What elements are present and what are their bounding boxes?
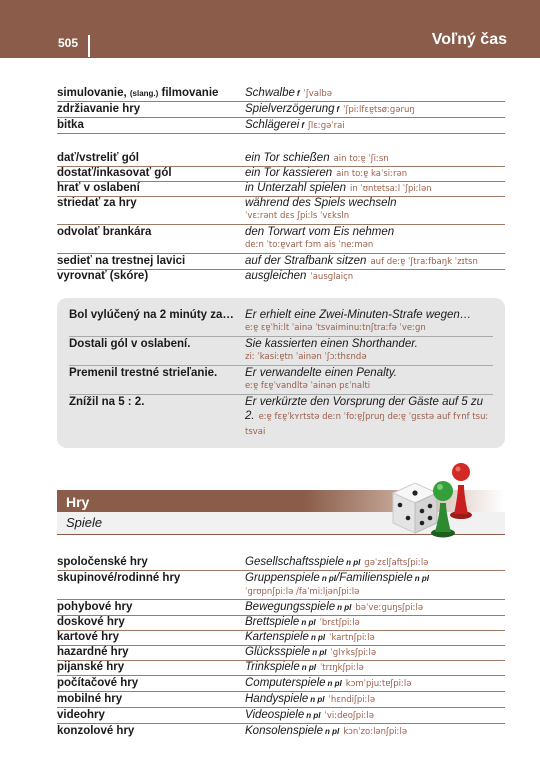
dice-and-pawns-illustration [385, 455, 485, 540]
vocab-row [57, 196, 505, 225]
german-term: auf der Strafbank sitzen auf deːɐ̯ ˈʃtraːfbaŋk ˈzɪtsn [245, 255, 478, 267]
slovak-phrase: Dostali gól v oslabení. [69, 338, 191, 350]
vocab-row [57, 181, 505, 197]
slovak-term: spoločenské hry [57, 556, 148, 568]
vocab-row [57, 571, 505, 600]
slovak-term: striedať za hry [57, 197, 137, 209]
german-term: ein Tor kassieren ain toːɐ̯ kaˈsiːrən [245, 167, 408, 179]
vocab-row [57, 102, 505, 118]
slovak-term: kartové hry [57, 631, 120, 643]
german-phrase: Sie kassierten einen Shorthander. ziː ˈkasiːɐ̯tn ˈainən ˈʃɔːthɛndə [245, 338, 418, 362]
german-term: in Unterzahl spielen in ˈʊntɐtsaːl ˈʃpiːlən [245, 182, 432, 194]
vocab-row [57, 615, 505, 631]
vocab-row [57, 660, 505, 676]
slovak-term: vyrovnať (skóre) [57, 270, 149, 282]
german-term: Handyspiele n pl ˈhɛndiʃpiːlə [245, 693, 376, 705]
phrase-row [69, 366, 493, 395]
vocab-row [57, 630, 505, 646]
slovak-term: zdržiavanie hry [57, 103, 141, 115]
slovak-term: odvolať brankára [57, 226, 152, 238]
slovak-term: simulovanie, (slang.) filmovanie [57, 87, 219, 99]
slovak-term: pijanské hry [57, 661, 125, 673]
slovak-term: pohybové hry [57, 601, 133, 613]
slovak-term: doskové hry [57, 616, 125, 628]
section-title: Hry [66, 494, 90, 510]
slovak-term: videohry [57, 709, 105, 721]
phrase-row [69, 308, 493, 337]
german-term: Bewegungsspiele n pl bəˈveːɡuŋsʃpiːlə [245, 601, 424, 613]
german-term: Computerspiele n pl kɔmˈpjuːtɐʃpiːlə [245, 677, 412, 689]
slovak-term: hrať v oslabení [57, 182, 140, 194]
slovak-term: konzolové hry [57, 725, 135, 737]
vocab-row [57, 708, 505, 724]
slovak-term: sedieť na trestnej lavici [57, 255, 186, 267]
phrase-row [69, 337, 493, 366]
vocab-row [57, 269, 505, 284]
slovak-term: bitka [57, 119, 84, 131]
german-term: den Torwart vom Eis nehmen deːn ˈtoːɐ̯vart fɔm ais ˈneːmən [245, 226, 395, 250]
section-subtitle: Spiele [66, 515, 103, 530]
german-term: ein Tor schießen ain toːɐ̯ ˈʃiːsn [245, 152, 389, 164]
header-divider [88, 35, 90, 57]
slovak-term: počítačové hry [57, 677, 139, 689]
german-term: Spielverzögerung f ˈʃpiːlfɛɐ̯tsøːɡəruŋ [245, 103, 415, 115]
german-term: Schlägerei f ʃlɛːɡəˈrai [245, 119, 345, 131]
slovak-term: dať/vstreliť gól [57, 152, 139, 164]
vocab-row [57, 86, 505, 102]
german-term: Brettspiele n pl ˈbrɛtʃpiːlə [245, 616, 360, 628]
german-term: Gruppenspiele n pl/Familienspiele n pl ˈɡrʊpnʃpiːlə /faˈmiːli̯ənʃpiːlə [245, 572, 429, 597]
german-term: Gesellschaftsspiele n pl ɡəˈzɛlʃaftsʃpiːlə [245, 556, 429, 568]
dice-icon [393, 483, 437, 533]
phrase-row [69, 395, 493, 439]
german-phrase: Er verwandelte einen Penalty. eːɐ̯ fɛɐ̯ˈvandltə ˈainən pɛˈnalti [245, 367, 397, 391]
vocab-row [57, 254, 505, 270]
red-pawn-icon [450, 463, 472, 519]
german-term: Videospiele n pl ˈviːdeoʃpiːlə [245, 709, 374, 721]
slovak-term: skupinové/rodinné hry [57, 572, 181, 584]
vocab-row [57, 166, 505, 182]
vocab-row [57, 692, 505, 708]
vocab-row [57, 600, 505, 616]
german-term: Schwalbe f ˈʃvalbə [245, 87, 332, 99]
vocab-row [57, 645, 505, 661]
slovak-term: hazardné hry [57, 646, 129, 658]
vocab-row [57, 555, 505, 571]
german-term: Glücksspiele n pl ˈɡlʏksʃpiːlə [245, 646, 377, 658]
slovak-phrase: Znížil na 5 : 2. [69, 396, 145, 408]
vocab-row [57, 225, 505, 254]
vocab-row [57, 151, 505, 167]
german-term: während des Spiels wechseln ˈvɛːrənt dɛs ʃpiːls ˈvɛksln [245, 197, 397, 221]
slovak-phrase: Bol vylúčený na 2 minúty za… [69, 309, 234, 321]
german-phrase: Er erhielt eine Zwei-Minuten-Strafe wegen… eːɐ̯ ɛɐ̯ˈhiːlt ˈainə ˈtsvaiminuːtnʃtraːfə ˈveːɡn [245, 309, 472, 333]
vocab-row [57, 118, 505, 134]
slovak-phrase: Premenil trestné strieľanie. [69, 367, 218, 379]
phrase-box [57, 298, 505, 448]
page-header [0, 0, 540, 58]
german-term: Kartenspiele n pl ˈkartnʃpiːlə [245, 631, 375, 643]
german-term: Konsolenspiele n pl kɔnˈzoːlənʃpiːlə [245, 725, 408, 737]
german-term: Trinkspiele n pl ˈtrɪŋkʃpiːlə [245, 661, 364, 673]
slovak-term: dostať/inkasovať gól [57, 167, 172, 179]
vocab-row [57, 676, 505, 692]
slovak-term: mobilné hry [57, 693, 123, 705]
vocab-row [57, 724, 505, 739]
page-number: 505 [58, 36, 79, 50]
chapter-title: Voľný čas [431, 31, 507, 48]
german-term: ausgleichen ˈausɡlaiçn [245, 270, 354, 282]
german-phrase: Er verkürzte den Vorsprung der Gäste auf 5 zu 2. eːɐ̯ fɛɐ̯ˈkʏrtstə deːn ˈfoːɐ̯ʃpruŋ deːɐ̯ ˈɡɛstə auf fʏnf tsuː tsvai [245, 396, 489, 437]
